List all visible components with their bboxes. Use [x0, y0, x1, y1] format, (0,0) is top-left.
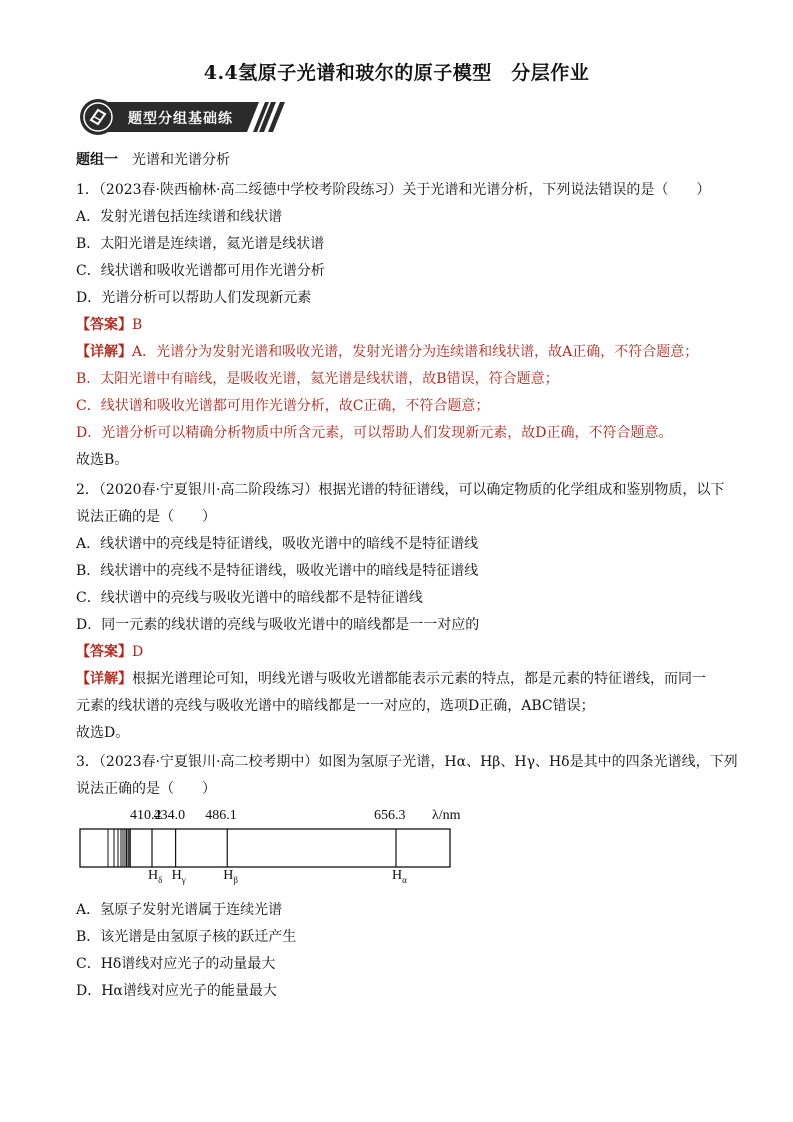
question-3-stem-1: 3．（2023春·宁夏银川·高二校考期中）如图为氢原子光谱，Hα、Hβ、Hγ、Hδ是其中的四条光谱线，下列: [76, 754, 738, 770]
line-label-3: [392, 868, 407, 885]
q1-option-a: A．发射光谱包括连续谱和线状谱: [76, 209, 283, 225]
q1-detail-a: 【详解】A．光谱分为发射光谱和吸收光谱，发射光谱分为连续谱和线状谱，故A正确，不符合题意；: [76, 344, 699, 360]
q1-detail-b: B．太阳光谱中有暗线，是吸收光谱，氦光谱是线状谱，故B错误，符合题意；: [76, 371, 559, 387]
line-label-main-2: H: [223, 868, 234, 883]
banner-label: 题型分组基础练: [128, 111, 233, 127]
spectrum-frame: [80, 829, 450, 867]
group-heading: 题组一 光谱和光谱分析: [76, 152, 230, 168]
q1-answer: 【答案】B: [76, 317, 143, 333]
tick-label-1: 434.0: [153, 808, 186, 823]
line-label-1: [172, 868, 186, 885]
q2-option-a: A．线状谱中的亮线是特征谱线，吸收光谱中的暗线不是特征谱线: [76, 536, 479, 552]
line-label-2: [223, 868, 238, 885]
q2-option-c: C．线状谱中的亮线与吸收光谱中的暗线都不是特征谱线: [76, 590, 423, 606]
q3-option-d: D．Hα谱线对应光子的能量最大: [76, 983, 277, 999]
question-3-stem-2: 说法正确的是（ ）: [76, 781, 216, 797]
q1-option-d: D．光谱分析可以帮助人们发现新元素: [76, 290, 312, 306]
tick-label-2: 486.1: [205, 808, 237, 823]
q3-option-b: B．该光谱是由氢原子核的跃迁产生: [76, 929, 297, 945]
q1-option-b: B．太阳光谱是连续谱，氦光谱是线状谱: [76, 236, 325, 252]
dense-spectral-lines: [108, 829, 130, 867]
line-label-sub-2: β: [233, 874, 238, 885]
line-label-sub-3: α: [402, 874, 407, 885]
question-2-stem-1: 2．（2020春·宁夏银川·高二阶段练习）根据光谱的特征谱线，可以确定物质的化学组成和鉴别物质，以下: [76, 482, 725, 498]
tick-label-3: 656.3: [374, 808, 406, 823]
q1-detail-c: C．线状谱和吸收光谱都可用作光谱分析，故C正确，不符合题意；: [76, 398, 490, 414]
line-label-main-0: H: [148, 868, 159, 883]
line-label-sub-1: γ: [181, 874, 186, 885]
q1-conclusion: 故选B。: [76, 452, 129, 468]
line-label-sub-0: δ: [158, 874, 163, 885]
question-2-stem-2: 说法正确的是（ ）: [76, 509, 216, 525]
q2-detail-1: 【详解】根据光谱理论可知，明线光谱与吸收光谱都能表示元素的特点，都是元素的特征谱线，而同一: [76, 671, 706, 687]
main-spectral-lines: [152, 829, 396, 867]
q3-option-a: A．氢原子发射光谱属于连续光谱: [76, 902, 283, 918]
q1-option-c: C．线状谱和吸收光谱都可用作光谱分析: [76, 263, 325, 279]
q2-option-d: D．同一元素的线状谱的亮线与吸收光谱中的暗线都是一一对应的: [76, 617, 480, 633]
q3-option-c: C．Hδ谱线对应光子的动量最大: [76, 956, 276, 972]
line-label-main-1: H: [171, 868, 182, 883]
q2-answer: 【答案】D: [76, 644, 144, 660]
hydrogen-spectrum-figure: [78, 808, 478, 893]
page-title: 4.4氢原子光谱和玻尔的原子模型 分层作业: [203, 62, 590, 84]
line-label-0: [148, 868, 162, 885]
question-1-stem: 1．（2023春·陕西榆林·高二绥德中学校考阶段练习）关于光谱和光谱分析，下列说法错误的是（ ）: [76, 182, 711, 198]
line-label-main-3: H: [392, 868, 403, 883]
q2-detail-2: 元素的线状谱的亮线与吸收光谱中的暗线都是一一对应的，选项D正确，ABC错误；: [76, 698, 595, 714]
q2-option-b: B．线状谱中的亮线不是特征谱线，吸收光谱中的暗线是特征谱线: [76, 563, 479, 579]
unit-label: λ/nm: [432, 808, 461, 823]
q1-detail-d: D．光谱分析可以精确分析物质中所含元素，可以帮助人们发现新元素，故D正确，不符合题意。: [76, 425, 673, 441]
q2-conclusion: 故选D。: [76, 725, 130, 741]
tick-label-0: 410.2: [130, 808, 162, 823]
